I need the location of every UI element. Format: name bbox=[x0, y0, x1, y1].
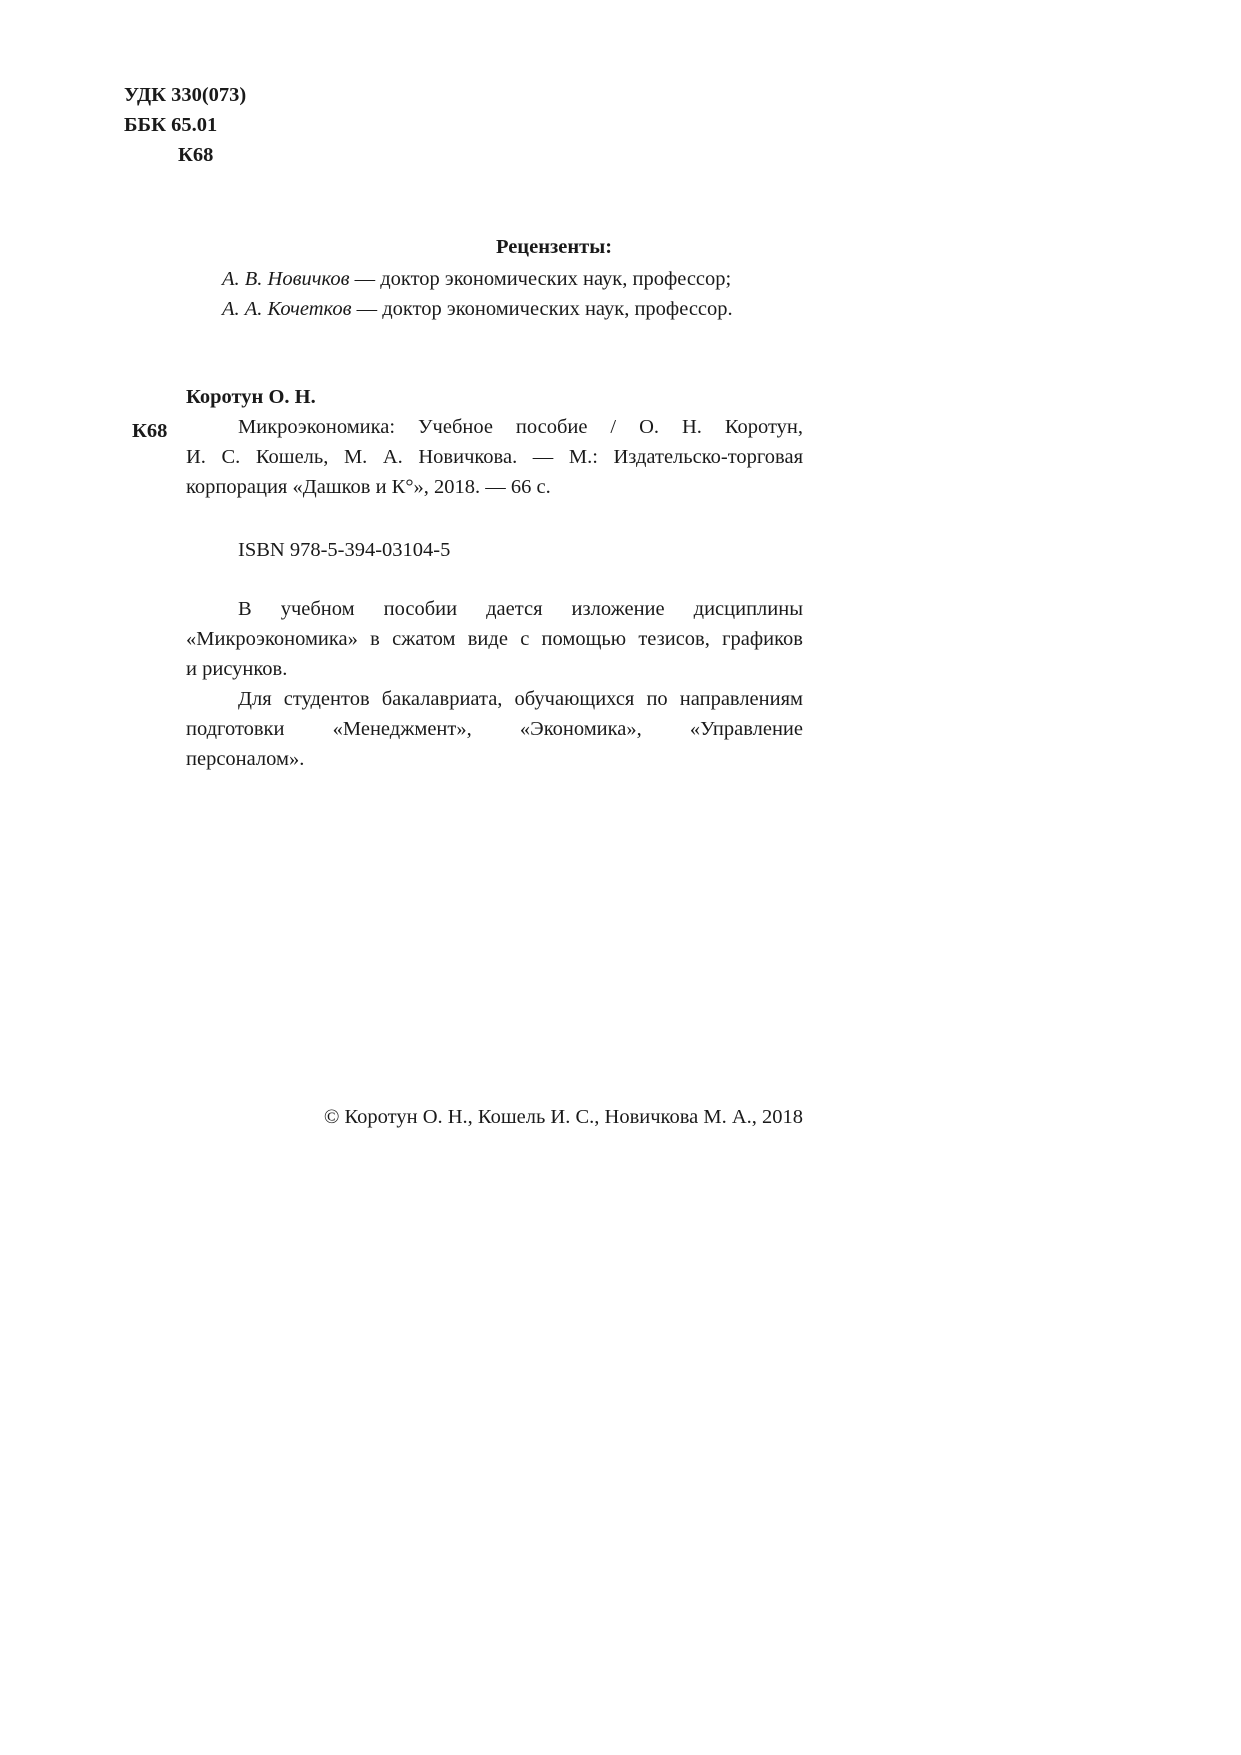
author-mark: К68 bbox=[178, 144, 214, 166]
reviewer-2 bbox=[222, 294, 733, 324]
udk-code: УДК 330(073) bbox=[124, 84, 247, 106]
reviewer-1-name: А. В. Новичков bbox=[222, 268, 350, 290]
reviewer-1 bbox=[222, 264, 731, 294]
reviewer-2-name: А. А. Кочетков bbox=[222, 298, 352, 320]
biblio-line-3: корпорация «Дашков и К°», 2018. — 66 с. bbox=[186, 476, 551, 498]
annotation-p2-line-2: подготовки «Менеджмент», «Экономика», «Управление bbox=[186, 718, 803, 740]
copyright-notice: © Коротун О. Н., Кошель И. С., Новичкова М. А., 2018 bbox=[323, 1106, 803, 1128]
annotation-p1-line-1: В учебном пособии дается изложение дисциплины bbox=[238, 598, 803, 620]
reviewer-1-desc: — доктор экономических наук, профессор; bbox=[349, 268, 732, 290]
annotation bbox=[186, 594, 803, 774]
side-author-mark: К68 bbox=[132, 420, 168, 442]
biblio-line-1: Микроэкономика: Учебное пособие / О. Н. Коротун, bbox=[238, 416, 803, 438]
bbk-code: ББК 65.01 bbox=[124, 114, 218, 136]
book-author: Коротун О. Н. bbox=[186, 386, 316, 408]
isbn: ISBN 978-5-394-03104-5 bbox=[238, 539, 451, 561]
reviewers-heading: Рецензенты: bbox=[495, 236, 613, 258]
annotation-p1-line-2: «Микроэкономика» в сжатом виде с помощью тезисов, графиков bbox=[186, 628, 803, 650]
biblio-line-2: И. С. Кошель, М. А. Новичкова. — М.: Издательско-торговая bbox=[186, 446, 803, 468]
annotation-p2-line-3: персоналом». bbox=[186, 748, 305, 770]
annotation-p1-line-3: и рисунков. bbox=[186, 658, 288, 680]
reviewer-2-desc: — доктор экономических наук, профессор. bbox=[351, 298, 733, 320]
annotation-p2-line-1: Для студентов бакалавриата, обучающихся по направлениям bbox=[238, 688, 803, 710]
bibliographic-description bbox=[186, 412, 803, 502]
classification-codes bbox=[124, 80, 246, 170]
